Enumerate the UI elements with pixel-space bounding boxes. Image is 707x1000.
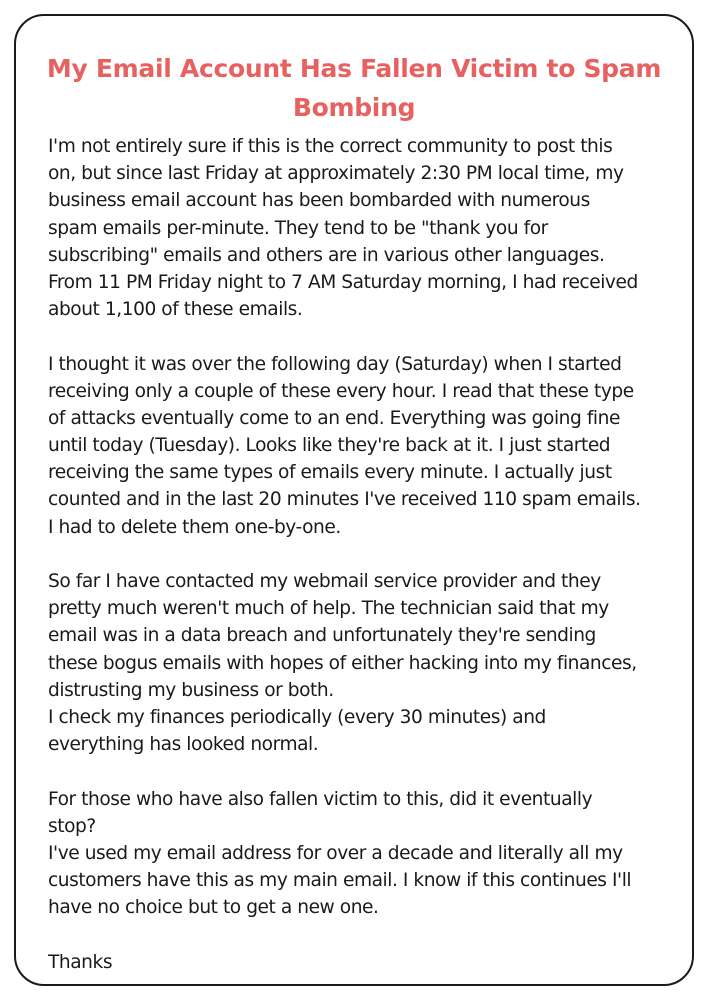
text-line: I thought it was over the following day (Saturday) when I started <box>48 353 622 375</box>
paragraph-gap <box>48 758 693 785</box>
text-line: business email account has been bombarded with numerous <box>48 190 590 212</box>
post-title-line: Bombing <box>292 93 416 122</box>
text-line: these bogus emails with hopes of either hacking into my finances, <box>48 652 637 674</box>
text-line: spam emails per-minute. They tend to be "thank you for <box>48 217 548 239</box>
text-line: everything has looked normal. <box>48 734 319 756</box>
text-line: until today (Tuesday). Looks like they're back at it. I just started <box>48 435 611 457</box>
text-line: distrusting my business or both. <box>48 679 334 701</box>
text-line: email was in a data breach and unfortunately they're sending <box>48 625 596 647</box>
text-line: on, but since last Friday at approximately 2:30 PM local time, my <box>48 163 624 185</box>
paragraph-1 <box>48 133 693 323</box>
paragraph-5 <box>48 949 693 976</box>
paragraph-4 <box>48 786 693 922</box>
sign-off: Thanks <box>48 951 113 973</box>
text-line: From 11 PM Friday night to 7 AM Saturday morning, I had received <box>48 271 638 293</box>
text-line: subscribing" emails and others are in various other languages. <box>48 244 605 266</box>
text-line: receiving the same types of emails every minute. I actually just <box>48 462 612 484</box>
text-line: I check my finances periodically (every 30 minutes) and <box>48 706 546 728</box>
text-line: I've used my email address for over a decade and literally all my <box>48 842 623 864</box>
text-line: I'm not entirely sure if this is the correct community to post this <box>48 136 613 157</box>
text-line: I had to delete them one-by-one. <box>48 516 341 538</box>
post-title <box>34 49 674 127</box>
text-line: stop? <box>48 815 96 837</box>
text-line: counted and in the last 20 minutes I've received 110 spam emails. <box>48 489 641 511</box>
text-line: receiving only a couple of these every hour. I read that these type <box>48 380 634 402</box>
paragraph-2 <box>48 351 693 541</box>
post-title-line: My Email Account Has Fallen Victim to Spam <box>46 54 662 83</box>
text-line: For those who have also fallen victim to this, did it eventually <box>48 788 593 810</box>
paragraph-3 <box>48 568 693 758</box>
paragraph-gap <box>48 323 693 350</box>
post-body <box>48 133 693 976</box>
text-line: have no choice but to get a new one. <box>48 897 379 919</box>
post-card <box>14 14 694 986</box>
paragraph-gap <box>48 921 693 948</box>
paragraph-gap <box>48 541 693 568</box>
text-line: customers have this as my main email. I know if this continues I'll <box>48 870 632 892</box>
text-line: of attacks eventually come to an end. Everything was going fine <box>48 407 620 429</box>
text-line: pretty much weren't much of help. The technician said that my <box>48 598 609 620</box>
text-line: So far I have contacted my webmail service provider and they <box>48 571 601 592</box>
text-line: about 1,100 of these emails. <box>48 299 303 321</box>
